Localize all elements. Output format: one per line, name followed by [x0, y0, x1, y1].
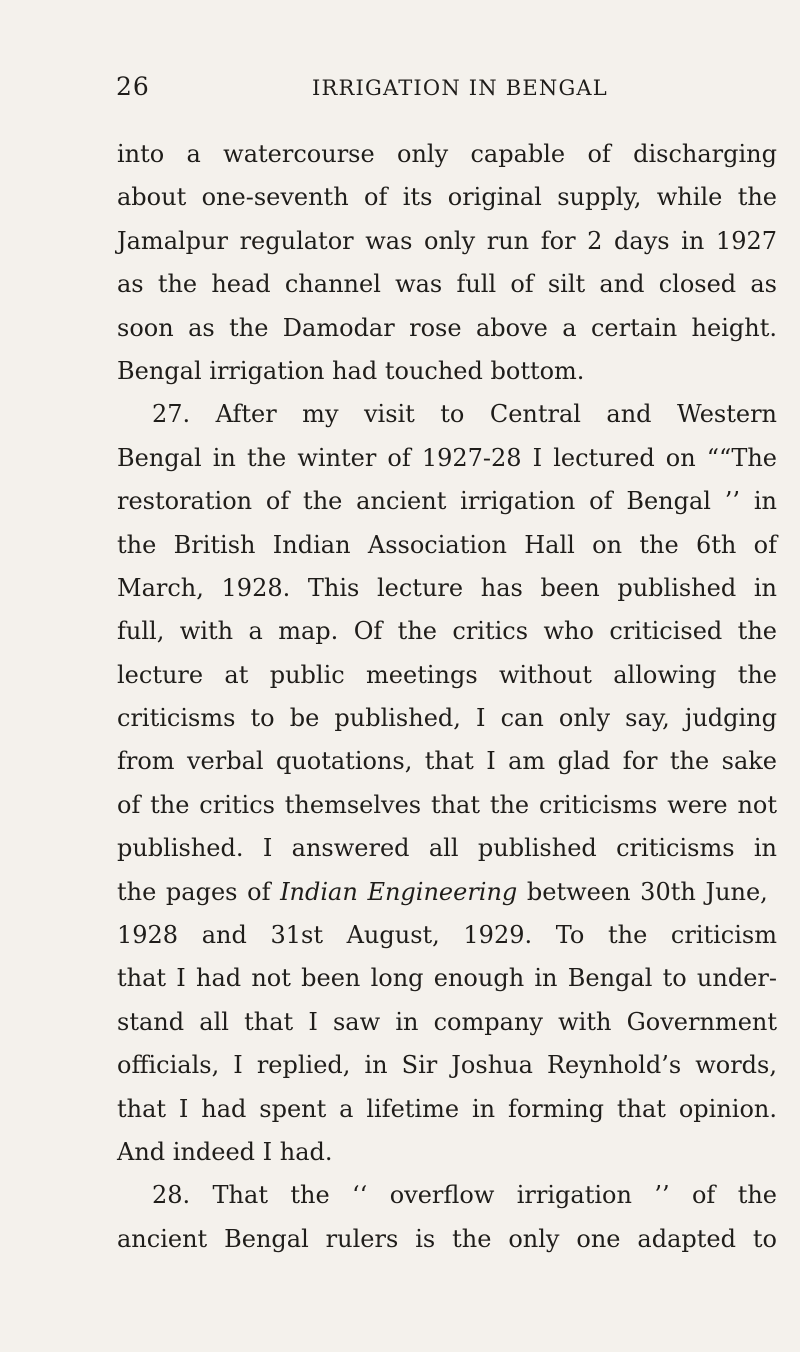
text-line — [117, 957, 777, 1000]
text-line — [117, 1131, 777, 1174]
line-segment: the pages of — [117, 877, 281, 906]
line-segment: between 30th June, — [517, 877, 768, 906]
text-line — [117, 263, 777, 306]
text-line — [117, 133, 777, 176]
text-line — [117, 176, 777, 219]
text-line — [117, 697, 777, 740]
line-text: published. I answered all published criticisms in — [117, 834, 777, 863]
text-line — [117, 610, 777, 653]
line-text: about one-seventh of its original supply, while the — [117, 183, 777, 212]
line-text: lecture at public meetings without allowing the — [117, 660, 777, 689]
italic-title: Indian Engineering — [280, 877, 518, 906]
line-text: 27. After my visit to Central and Western — [152, 400, 777, 429]
line-text: the British Indian Association Hall on the 6th of — [117, 530, 777, 559]
line-text: Jamalpur regulator was only run for 2 days in 1927 — [117, 226, 777, 255]
line-text: as the head channel was full of silt and closed as — [117, 270, 777, 299]
line-text: from verbal quotations, that I am glad for the sake — [117, 747, 777, 776]
line-text: criticisms to be published, I can only say, judging — [117, 704, 777, 733]
line-text: full, with a map. Of the critics who criticised the — [117, 617, 777, 646]
text-line — [117, 480, 777, 523]
text-line — [117, 1218, 777, 1261]
text-line — [117, 1044, 777, 1087]
text-line — [117, 1174, 777, 1217]
line-text: officials, I replied, in Sir Joshua Reynhold’s words, — [117, 1051, 777, 1080]
text-line — [117, 1001, 777, 1044]
line-text: that I had spent a lifetime in forming that opinion. — [117, 1094, 777, 1123]
text-line — [117, 524, 777, 567]
text-line — [117, 871, 777, 914]
page-number: 26 — [116, 72, 150, 101]
line-text: stand all that I saw in company with Government — [117, 1007, 777, 1036]
line-text: And indeed I had. — [117, 1137, 333, 1166]
line-text: Bengal in the winter of 1927-28 I lectured on ““The — [117, 443, 777, 472]
line-text: of the critics themselves that the criticisms were not — [117, 790, 777, 819]
line-text: March, 1928. This lecture has been published in — [117, 573, 777, 602]
text-line — [117, 567, 777, 610]
line-text: 28. That the ‘‘ overflow irrigation ’’ of the — [152, 1181, 777, 1210]
running-head: IRRIGATION IN BENGAL — [312, 76, 608, 100]
page-header — [116, 72, 776, 112]
line-text: into a watercourse only capable of discharging — [117, 140, 777, 168]
text-line — [117, 740, 777, 783]
text-line — [117, 437, 777, 480]
line-text: ancient Bengal rulers is the only one adapted to — [117, 1224, 777, 1253]
line-text: that I had not been long enough in Bengal to under- — [117, 964, 777, 993]
text-line — [117, 784, 777, 827]
text-line — [117, 914, 777, 957]
text-line — [117, 1088, 777, 1131]
text-line — [117, 827, 777, 870]
line-text: restoration of the ancient irrigation of Bengal ’’ in — [117, 487, 777, 516]
text-line — [117, 307, 777, 350]
text-line — [117, 393, 777, 436]
line-text: 1928 and 31st August, 1929. To the criticism — [117, 921, 777, 950]
text-line — [117, 350, 777, 393]
text-line — [117, 654, 777, 697]
line-text: Bengal irrigation had touched bottom. — [117, 356, 585, 385]
body-text — [117, 133, 777, 1261]
text-line — [117, 220, 777, 263]
line-text: soon as the Damodar rose above a certain height. — [117, 313, 777, 342]
